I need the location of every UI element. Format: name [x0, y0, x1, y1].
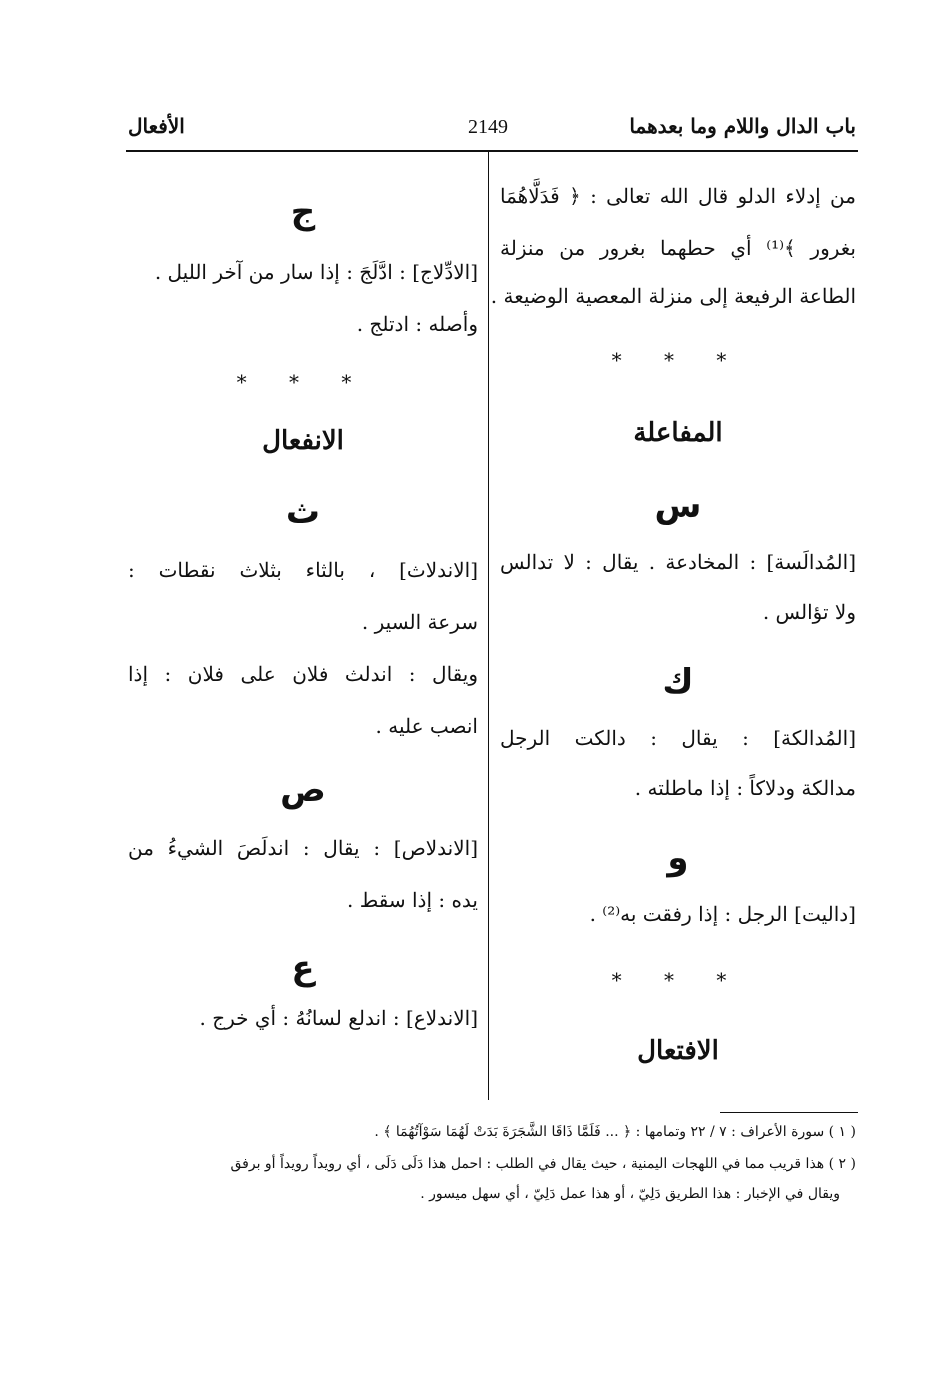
letter-heading: ج	[290, 192, 316, 232]
entry-line: [الاندلاص] : يقال : اندلَصَ الشيءُ من	[128, 836, 478, 860]
page-header	[128, 110, 856, 150]
header-rule	[126, 150, 858, 152]
entry-line: [الاندلاث] ، بالثاء بثلاث نقطات :	[128, 558, 478, 582]
entry-line: [الاندلاع] : اندلع لسانُهُ : أي خرج .	[199, 1006, 478, 1030]
letter-heading: ث	[285, 492, 321, 532]
footnote-rule	[720, 1112, 858, 1113]
letter-heading: س	[654, 486, 702, 526]
entry-line: [داليت] الرجل : إذا رفقت به⁽²⁾ .	[589, 902, 856, 926]
entry-line: يده : إذا سقط .	[347, 888, 478, 912]
section-heading: المفاعلة	[633, 418, 723, 448]
entry-line: [المُدالكة] : يقال : دالكت الرجل	[500, 726, 856, 750]
letter-heading: ك	[662, 662, 694, 702]
section-heading: الانفعال	[262, 426, 344, 456]
entry-line: [الادِّلاج] : ادَّلَجَ : إذا سار من آخر الليل .	[154, 260, 478, 284]
footnote-2: ( ٢ ) هذا قريب مما في اللهجات اليمنية ، حيث يقال في الطلب : احمل هذا دَلَى دَلَى ، أي رويداً رويداً أو برفق	[230, 1156, 856, 1172]
entry-line: سرعة السير .	[361, 610, 478, 634]
footnote-1: ( ١ ) سورة الأعراف : ٧ / ٢٢ وتمامها : ﴿ ... فَلَمَّا ذَاقَا الشَّجَرَةَ بَدَتْ لَهُمَا سَوْآتُهُمَا ﴾ .	[374, 1124, 856, 1140]
chapter-title: باب الدال واللام وما بعدهما	[629, 114, 856, 138]
entry-line: انصب عليه .	[375, 714, 478, 738]
entry-line: مدالكة ودلاكاً : إذا ماطلته .	[634, 776, 856, 800]
letter-heading: ص	[280, 770, 326, 810]
entry-line: ولا تؤالس .	[762, 600, 856, 624]
letter-heading: ع	[291, 948, 315, 988]
separator-stars: * * *	[611, 348, 745, 372]
section-heading: الافتعال	[637, 1036, 719, 1066]
separator-stars: * * *	[611, 968, 745, 992]
section-title: الأفعال	[128, 114, 185, 138]
column-divider	[488, 152, 489, 1100]
entry-line: [المُدالَسة] : المخادعة . يقال : لا تدالس	[500, 550, 856, 574]
page-number: 2149	[468, 116, 508, 138]
text-line: الطاعة الرفيعة إلى منزلة المعصية الوضيعة .	[490, 284, 856, 308]
text-line: من إدلاء الدلو قال الله تعالى : ﴿ فَدَلَّاهُمَا	[500, 184, 856, 208]
footnote-2-cont: ويقال في الإخبار : هذا الطريق دَلِيّ ، أو هذا عمل دَلِيّ ، أي سهل ميسور .	[420, 1186, 840, 1202]
entry-line: ويقال : اندلث فلان على فلان : إذا	[128, 662, 478, 686]
text-line: بغرور ﴾⁽¹⁾ أي حطهما بغرور من منزلة	[500, 236, 856, 260]
letter-heading: و	[667, 838, 689, 878]
separator-stars: * * *	[236, 370, 370, 394]
entry-line: وأصله : ادتلج .	[356, 312, 478, 336]
